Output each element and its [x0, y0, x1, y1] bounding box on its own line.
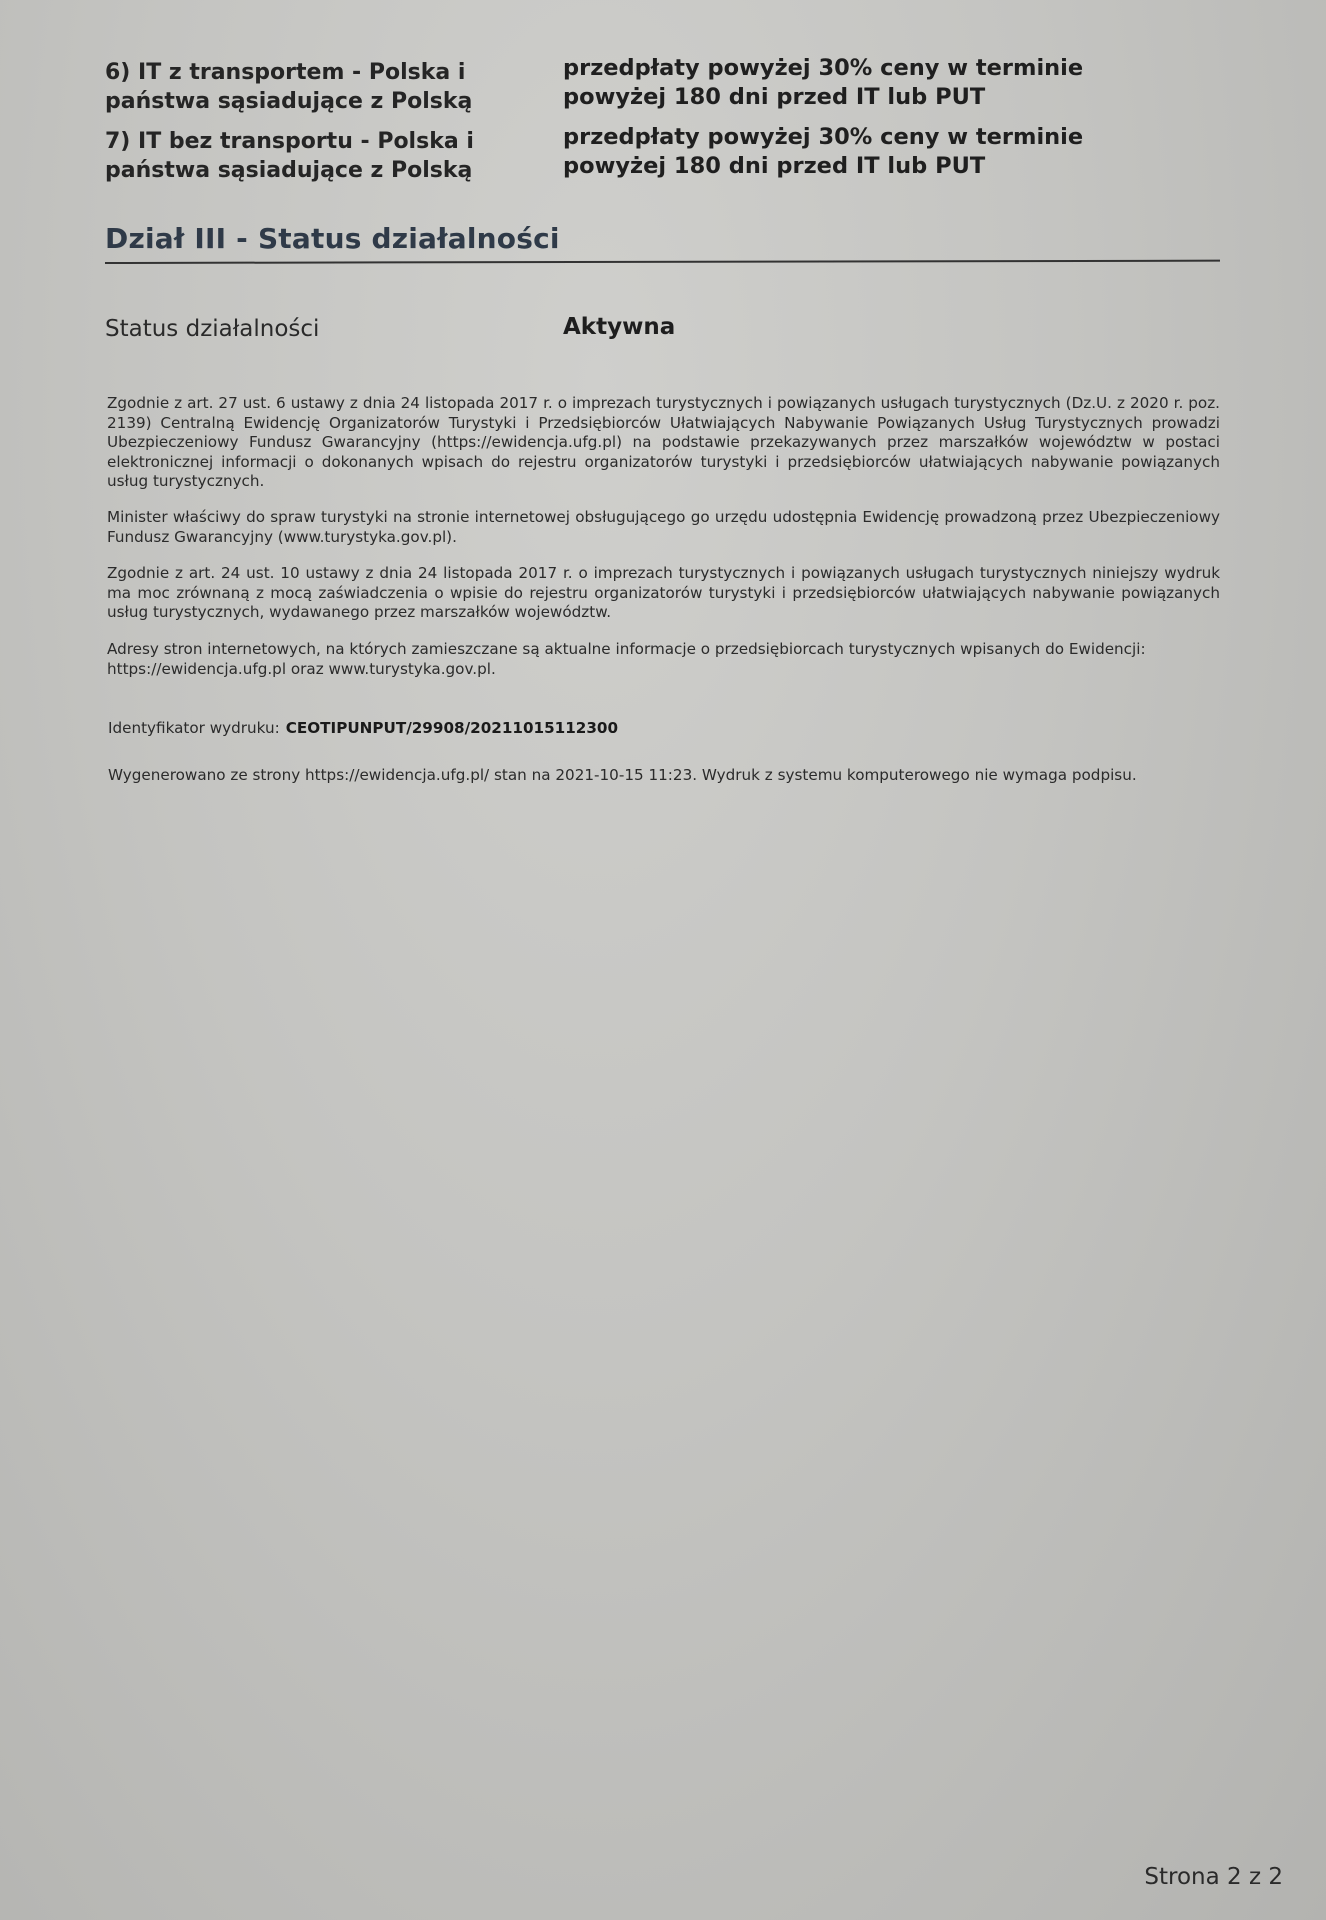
- status-label: Status działalności: [105, 316, 320, 342]
- section-title: Dział III - Status działalności: [105, 222, 560, 255]
- legal-paragraph: Zgodnie z art. 24 ust. 10 ustawy z dnia 24 listopada 2017 r. o imprezach turystycznych i powiązanych usługach turystycznych niniejszy wydruk ma moc zrównaną z mocą zaświadczenia o wpisie do rejestru organizatorów turystyki i przedsiębiorców ułatwiających nabywanie powiązanych usług turystycznych, wydawanego przez marszałków województw.: [107, 564, 1220, 621]
- program-label-line: 7) IT bez transportu - Polska i: [105, 129, 474, 154]
- program-label-line: 6) IT z transportem - Polska i: [105, 60, 466, 85]
- printout-identifier: [108, 719, 618, 737]
- legal-paragraph: Minister właściwy do spraw turystyki na stronie internetowej obsługującego go urzędu udostępnia Ewidencję prowadzoną przez Ubezpieczeniowy Fundusz Gwarancyjny (www.turystyka.gov.pl).: [107, 508, 1220, 546]
- program-label-line: państwa sąsiadujące z Polską: [105, 158, 473, 183]
- program-value-line: powyżej 180 dni przed IT lub PUT: [563, 153, 986, 179]
- page-number: Strona 2 z 2: [1144, 1864, 1283, 1890]
- program-value: [563, 54, 1123, 112]
- legal-paragraph: Zgodnie z art. 27 ust. 6 ustawy z dnia 24 listopada 2017 r. o imprezach turystycznych i powiązanych usługach turystycznych (Dz.U. z 2020 r. poz. 2139) Centralną Ewidencję Organizatorów Turystyki i Przedsiębiorców Ułatwiających Nabywanie Powiązanych Usług Turystycznych prowadzi Ubezpieczeniowy Fundusz Gwarancyjny (https://ewidencja.ufg.pl) na podstawie przekazywanych przez marszałków województw w postaci elektronicznej informacji o dokonanych wpisach do rejestru organizatorów turystyki i przedsiębiorców ułatwiających nabywanie powiązanych usług turystycznych.: [107, 394, 1220, 490]
- printout-id-value: CEOTIPUNPUT/29908/20211015112300: [285, 719, 619, 737]
- status-value: Aktywna: [563, 314, 676, 340]
- program-value-line: przedpłaty powyżej 30% ceny w terminie: [563, 55, 1084, 81]
- printout-id-label: Identyfikator wydruku:: [108, 719, 280, 737]
- program-label-line: państwa sąsiadujące z Polską: [105, 89, 473, 114]
- program-label: [105, 58, 535, 116]
- program-value: [563, 123, 1123, 181]
- section-divider: [105, 260, 1220, 264]
- legal-paragraph: Adresy stron internetowych, na których zamieszczane są aktualne informacje o przedsiębiorcach turystycznych wpisanych do Ewidencji: https://ewidencja.ufg.pl oraz www.turystyka.gov.pl.: [107, 640, 1146, 678]
- generated-note: Wygenerowano ze strony https://ewidencja.ufg.pl/ stan na 2021-10-15 11:23. Wydruk z systemu komputerowego nie wymaga podpisu.: [108, 766, 1137, 784]
- program-label: [105, 127, 535, 185]
- program-value-line: powyżej 180 dni przed IT lub PUT: [563, 84, 986, 110]
- program-value-line: przedpłaty powyżej 30% ceny w terminie: [563, 124, 1084, 150]
